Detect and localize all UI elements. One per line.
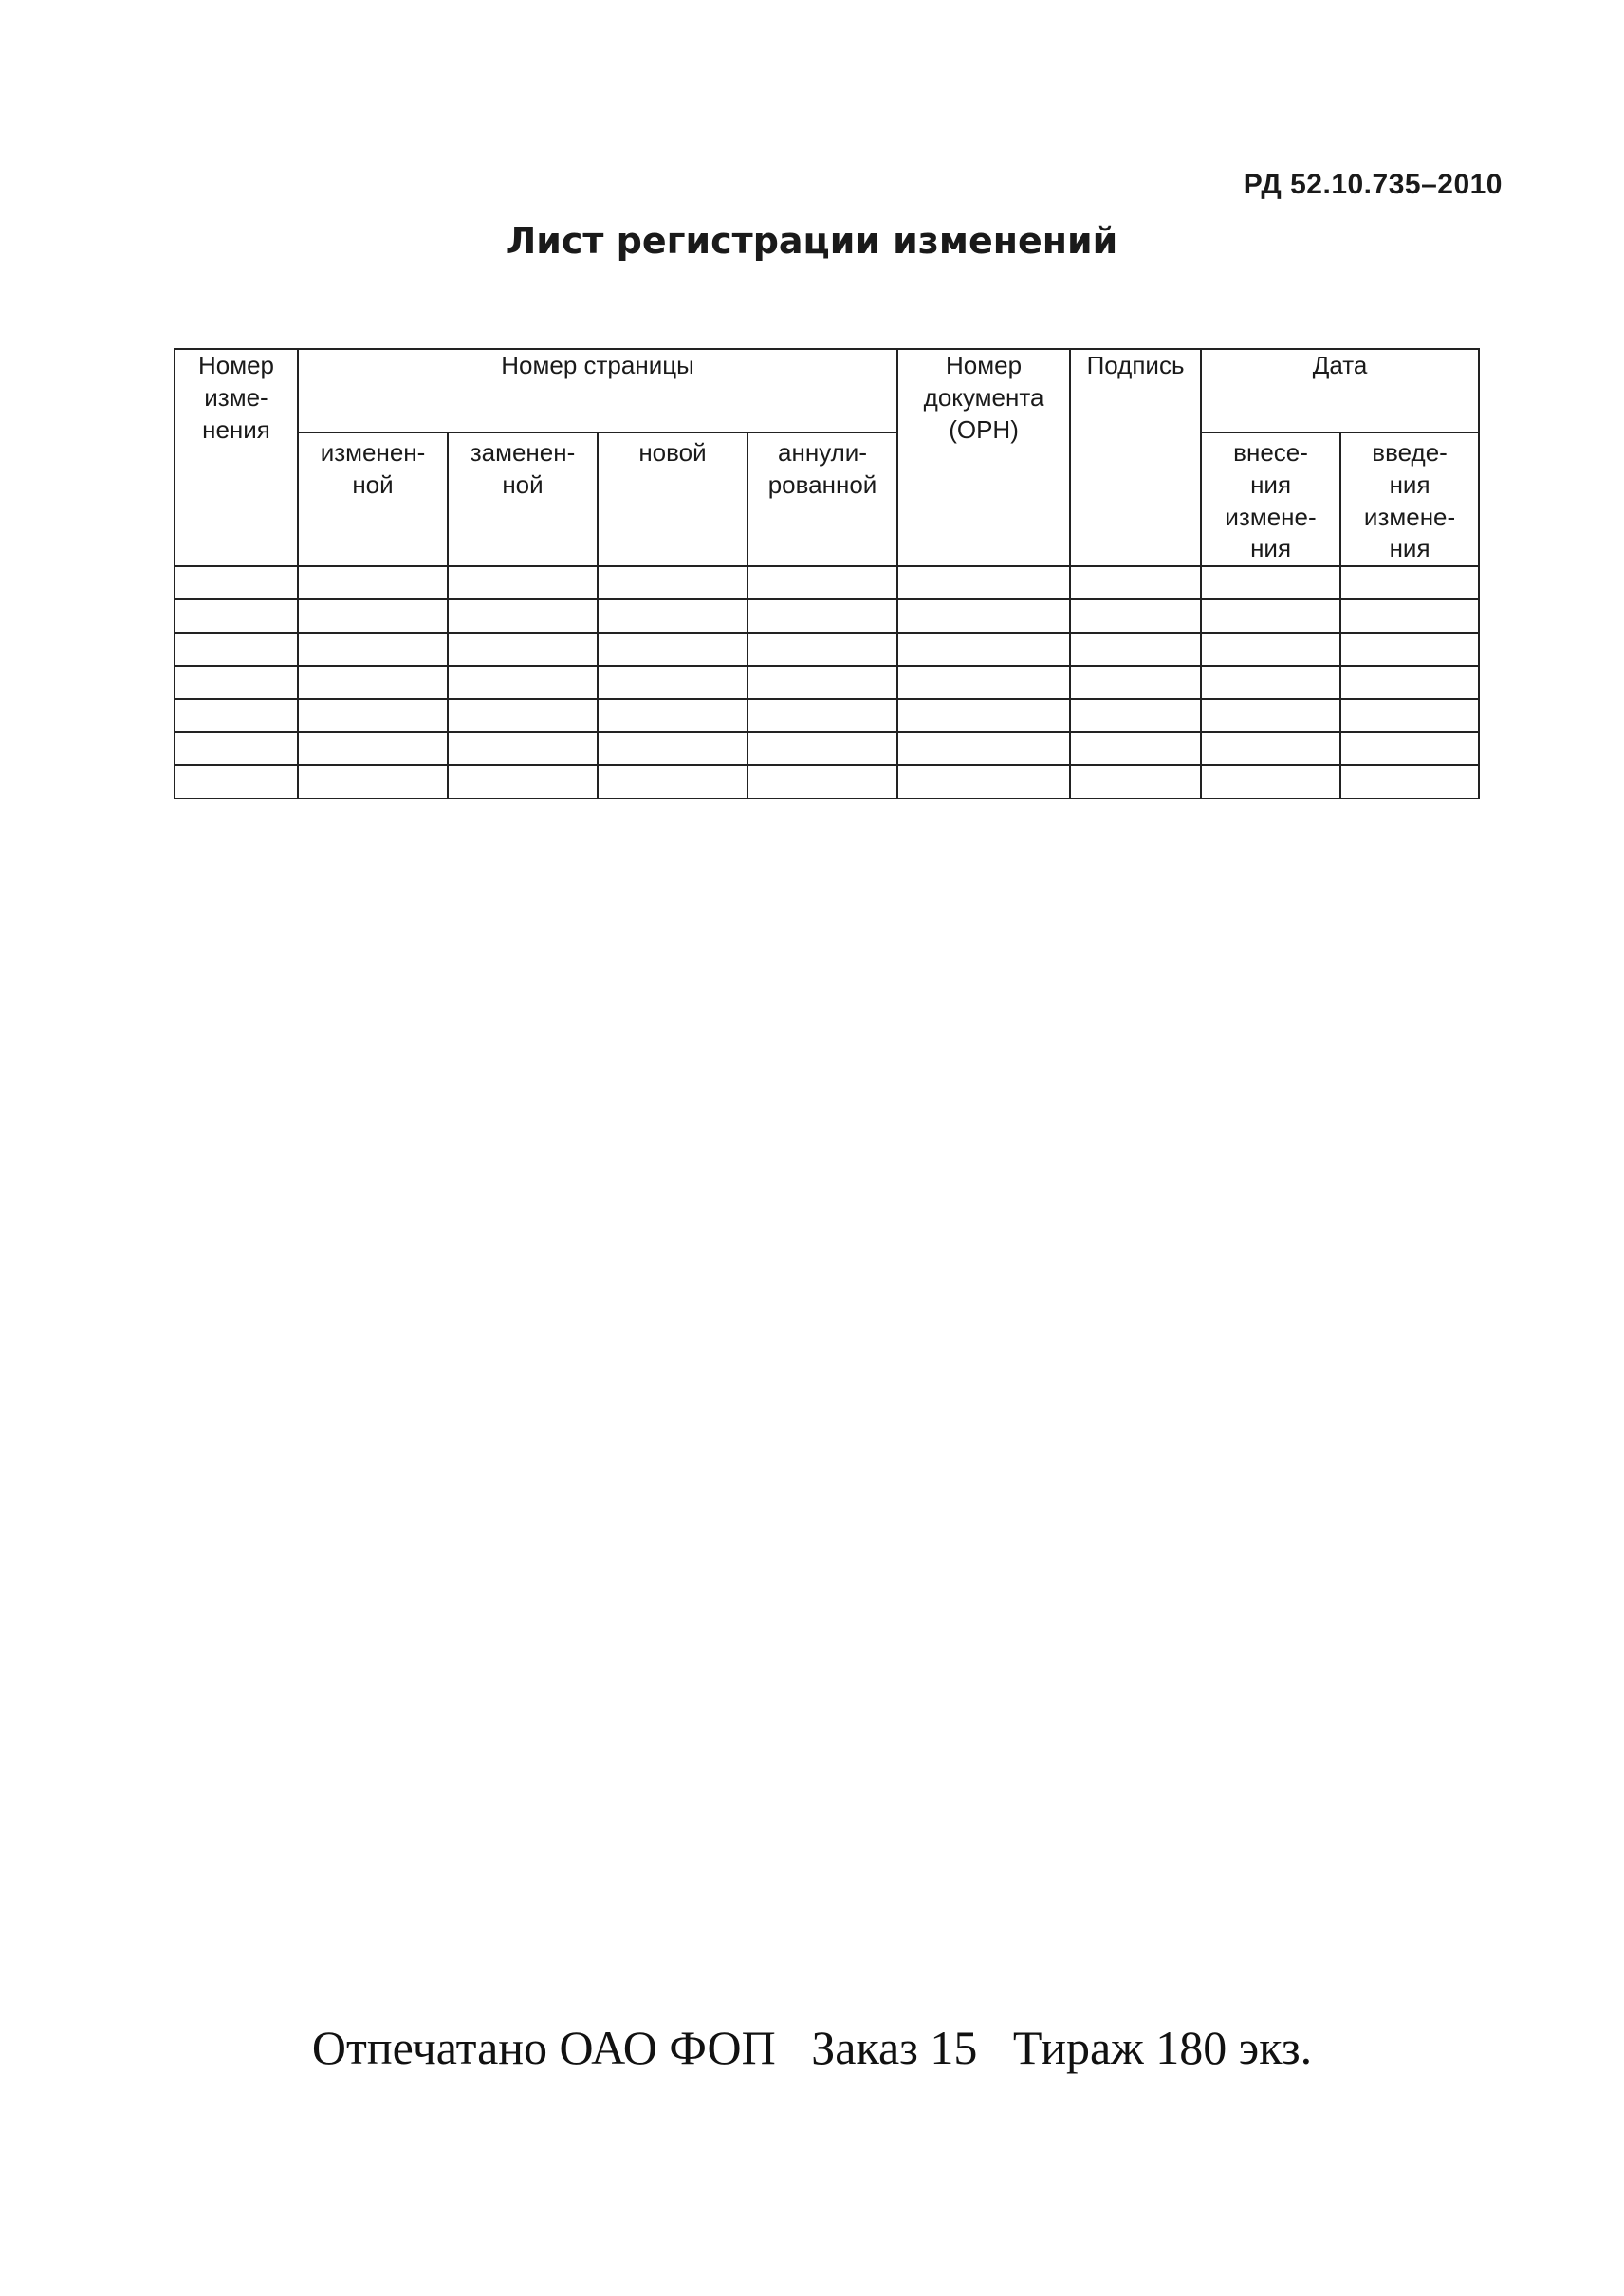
- header-changed-page: изменен- ной: [298, 432, 448, 566]
- header-signature: Подпись: [1070, 349, 1201, 566]
- table-cell: [298, 633, 448, 666]
- table-cell: [897, 699, 1070, 732]
- table-cell: [747, 599, 897, 633]
- table-cell: [448, 666, 598, 699]
- table-cell: [448, 699, 598, 732]
- table-cell: [1201, 566, 1340, 599]
- table-cell: [1070, 765, 1201, 799]
- table-cell: [897, 633, 1070, 666]
- table-cell: [598, 599, 747, 633]
- header-annulled-page: аннули- рованной: [747, 432, 897, 566]
- table-cell: [747, 633, 897, 666]
- table-cell: [298, 765, 448, 799]
- table-cell: [448, 566, 598, 599]
- table-cell: [175, 666, 298, 699]
- table-body: [175, 566, 1479, 799]
- table-cell: [598, 732, 747, 765]
- table-cell: [1070, 599, 1201, 633]
- table-cell: [897, 599, 1070, 633]
- table-cell: [298, 666, 448, 699]
- table-cell: [1070, 699, 1201, 732]
- page-title: Лист регистрации изменений: [506, 220, 1118, 262]
- table-cell: [1201, 633, 1340, 666]
- table-cell: [897, 732, 1070, 765]
- table-cell: [598, 566, 747, 599]
- table-row: [175, 566, 1479, 599]
- table-cell: [448, 599, 598, 633]
- table-cell: [448, 765, 598, 799]
- table-cell: [1340, 699, 1479, 732]
- table-cell: [448, 732, 598, 765]
- table-cell: [747, 666, 897, 699]
- header-document-number: Номер документа (ОРН): [897, 349, 1070, 566]
- table-cell: [1201, 666, 1340, 699]
- document-code: РД 52.10.735–2010: [1243, 169, 1503, 200]
- header-replaced-page: заменен- ной: [448, 432, 598, 566]
- table-cell: [1340, 599, 1479, 633]
- table-cell: [175, 732, 298, 765]
- table-cell: [1070, 566, 1201, 599]
- table-cell: [1201, 599, 1340, 633]
- header-new-page: новой: [598, 432, 747, 566]
- print-info-footer: Отпечатано ОАО ФОП Заказ 15 Тираж 180 экз.: [311, 2021, 1313, 2074]
- table-cell: [598, 699, 747, 732]
- table-cell: [1340, 732, 1479, 765]
- table-cell: [298, 566, 448, 599]
- table-cell: [175, 599, 298, 633]
- table-row: [175, 599, 1479, 633]
- header-date-group: Дата: [1201, 349, 1479, 432]
- table-cell: [747, 566, 897, 599]
- table-cell: [1201, 765, 1340, 799]
- table-cell: [298, 599, 448, 633]
- table-cell: [1340, 765, 1479, 799]
- table-cell: [897, 765, 1070, 799]
- change-registration-table: [174, 348, 1480, 799]
- table-cell: [175, 566, 298, 599]
- table-cell: [747, 699, 897, 732]
- table-cell: [1070, 633, 1201, 666]
- table-cell: [1340, 666, 1479, 699]
- header-date-entered: внесе- ния измене- ния: [1201, 432, 1340, 566]
- table-cell: [1201, 732, 1340, 765]
- table-row: [175, 732, 1479, 765]
- table-cell: [1201, 699, 1340, 732]
- table-cell: [175, 633, 298, 666]
- table-cell: [1340, 633, 1479, 666]
- table-cell: [175, 699, 298, 732]
- table-cell: [598, 765, 747, 799]
- table-row: [175, 666, 1479, 699]
- table-cell: [1340, 566, 1479, 599]
- table-row: [175, 699, 1479, 732]
- table-cell: [598, 633, 747, 666]
- header-change-number: Номер изме- нения: [175, 349, 298, 566]
- table-cell: [1070, 666, 1201, 699]
- header-page-number-group: Номер страницы: [298, 349, 897, 432]
- table-cell: [448, 633, 598, 666]
- table-cell: [298, 699, 448, 732]
- table-cell: [598, 666, 747, 699]
- table-cell: [747, 765, 897, 799]
- table-cell: [897, 666, 1070, 699]
- table-row: [175, 765, 1479, 799]
- table-cell: [175, 765, 298, 799]
- table-cell: [1070, 732, 1201, 765]
- table-cell: [298, 732, 448, 765]
- table-row: [175, 633, 1479, 666]
- header-date-introduced: введе- ния измене- ния: [1340, 432, 1479, 566]
- table-cell: [747, 732, 897, 765]
- table-cell: [897, 566, 1070, 599]
